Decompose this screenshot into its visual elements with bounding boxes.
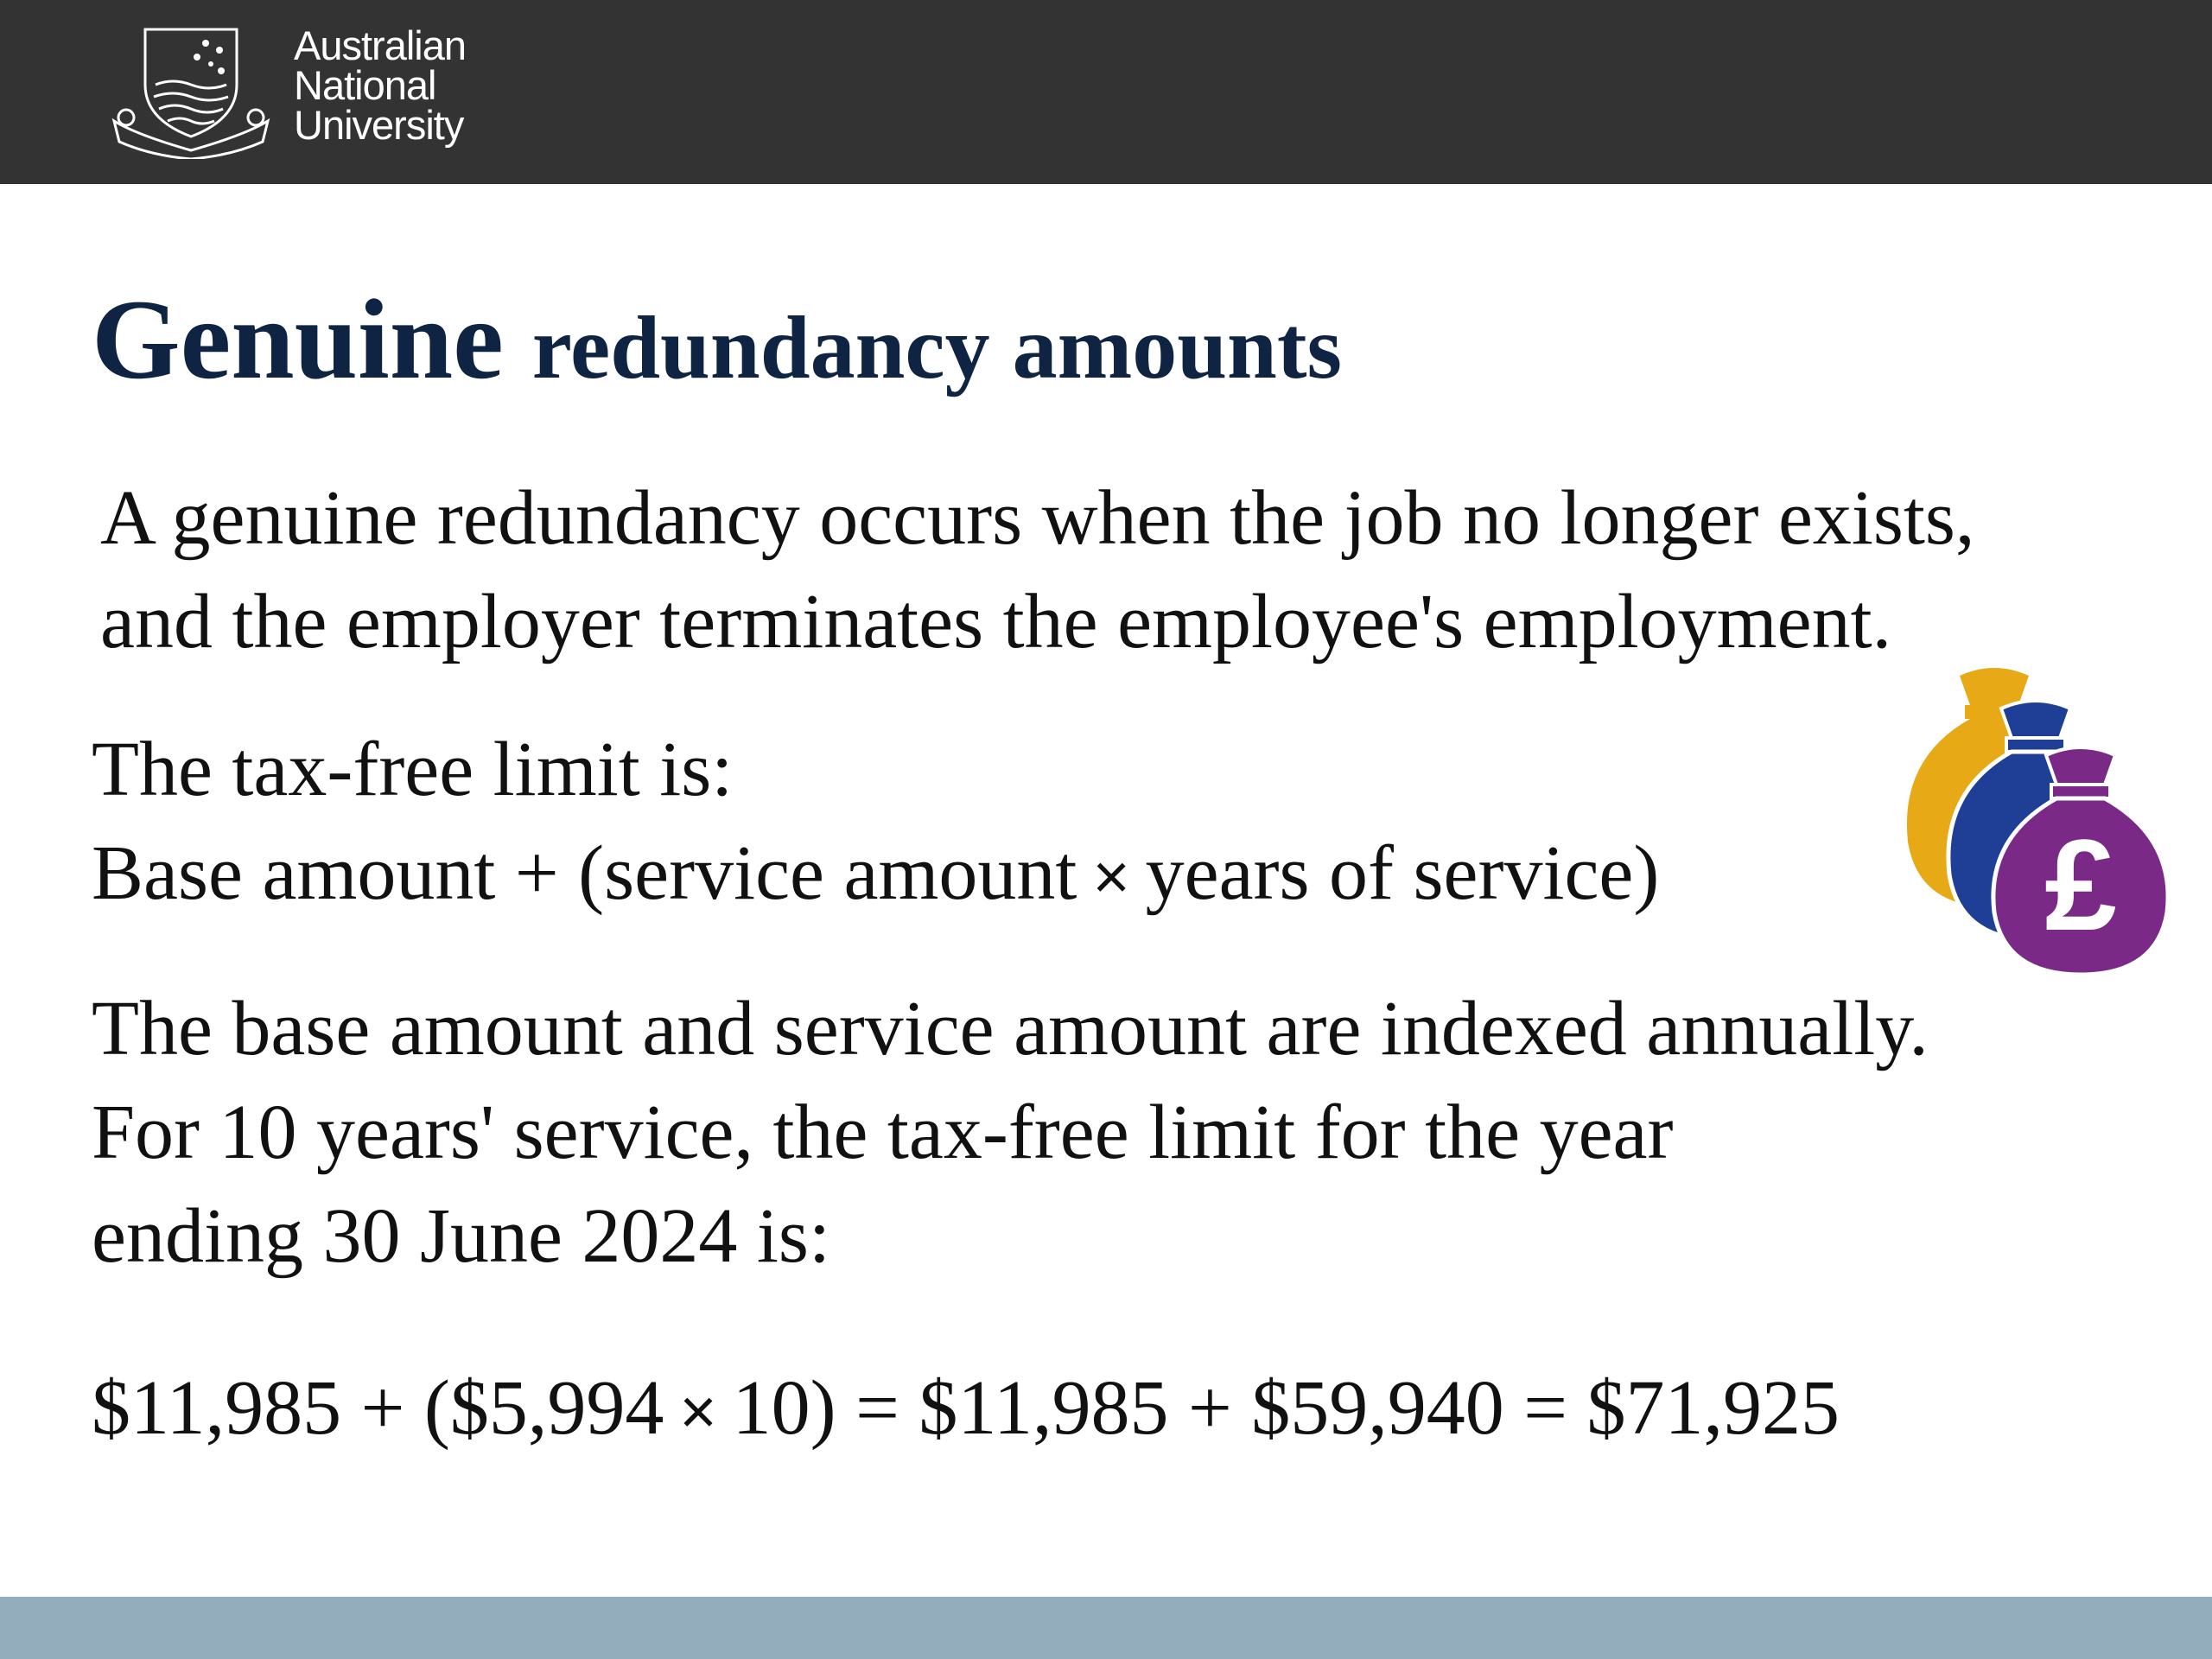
definition-line-1: A genuine redundancy occurs when the job no longer exists, <box>100 475 1975 561</box>
logo-line-1: Australian <box>294 22 466 68</box>
anu-crest-icon <box>111 24 271 159</box>
formula-part-2: years of service) <box>1145 830 1660 916</box>
formula-line <box>92 822 1659 929</box>
calc-part-2: 10) = $11,985 + $59,940 = $71,925 <box>732 1365 1840 1451</box>
definition-line-2: and the employer terminates the employee's employment. <box>100 579 1892 664</box>
formula-times-sign: × <box>1092 841 1130 912</box>
money-bags-icon <box>1899 657 2184 978</box>
calc-times-sign: × <box>679 1376 717 1447</box>
footer-bar <box>0 1597 2212 1659</box>
indexing-line-2: For 10 years' service, the tax-free limit for the year <box>92 1090 1674 1175</box>
definition-paragraph <box>100 467 1974 674</box>
header-bar <box>0 0 2212 184</box>
title-first-word: Genuine <box>92 276 504 403</box>
indexing-paragraph <box>92 977 1929 1288</box>
indexing-line-3: ending 30 June 2024 is: <box>92 1193 830 1279</box>
logo-line-3: University <box>294 102 464 148</box>
calculation-line <box>92 1357 1840 1464</box>
formula-intro: The tax-free limit is: <box>92 727 734 812</box>
calc-part-1: $11,985 + ($5,994 <box>92 1365 664 1451</box>
formula-paragraph <box>92 718 1659 929</box>
title-rest: redundancy amounts <box>531 298 1342 397</box>
logo-wordmark <box>294 22 466 148</box>
slide-title <box>92 275 1342 413</box>
pound-sign: £ <box>2044 812 2117 957</box>
indexing-line-1: The base amount and service amount are indexed annually. <box>92 986 1929 1071</box>
logo-line-2: National <box>294 62 436 108</box>
formula-part-1: Base amount + (service amount <box>92 830 1077 916</box>
